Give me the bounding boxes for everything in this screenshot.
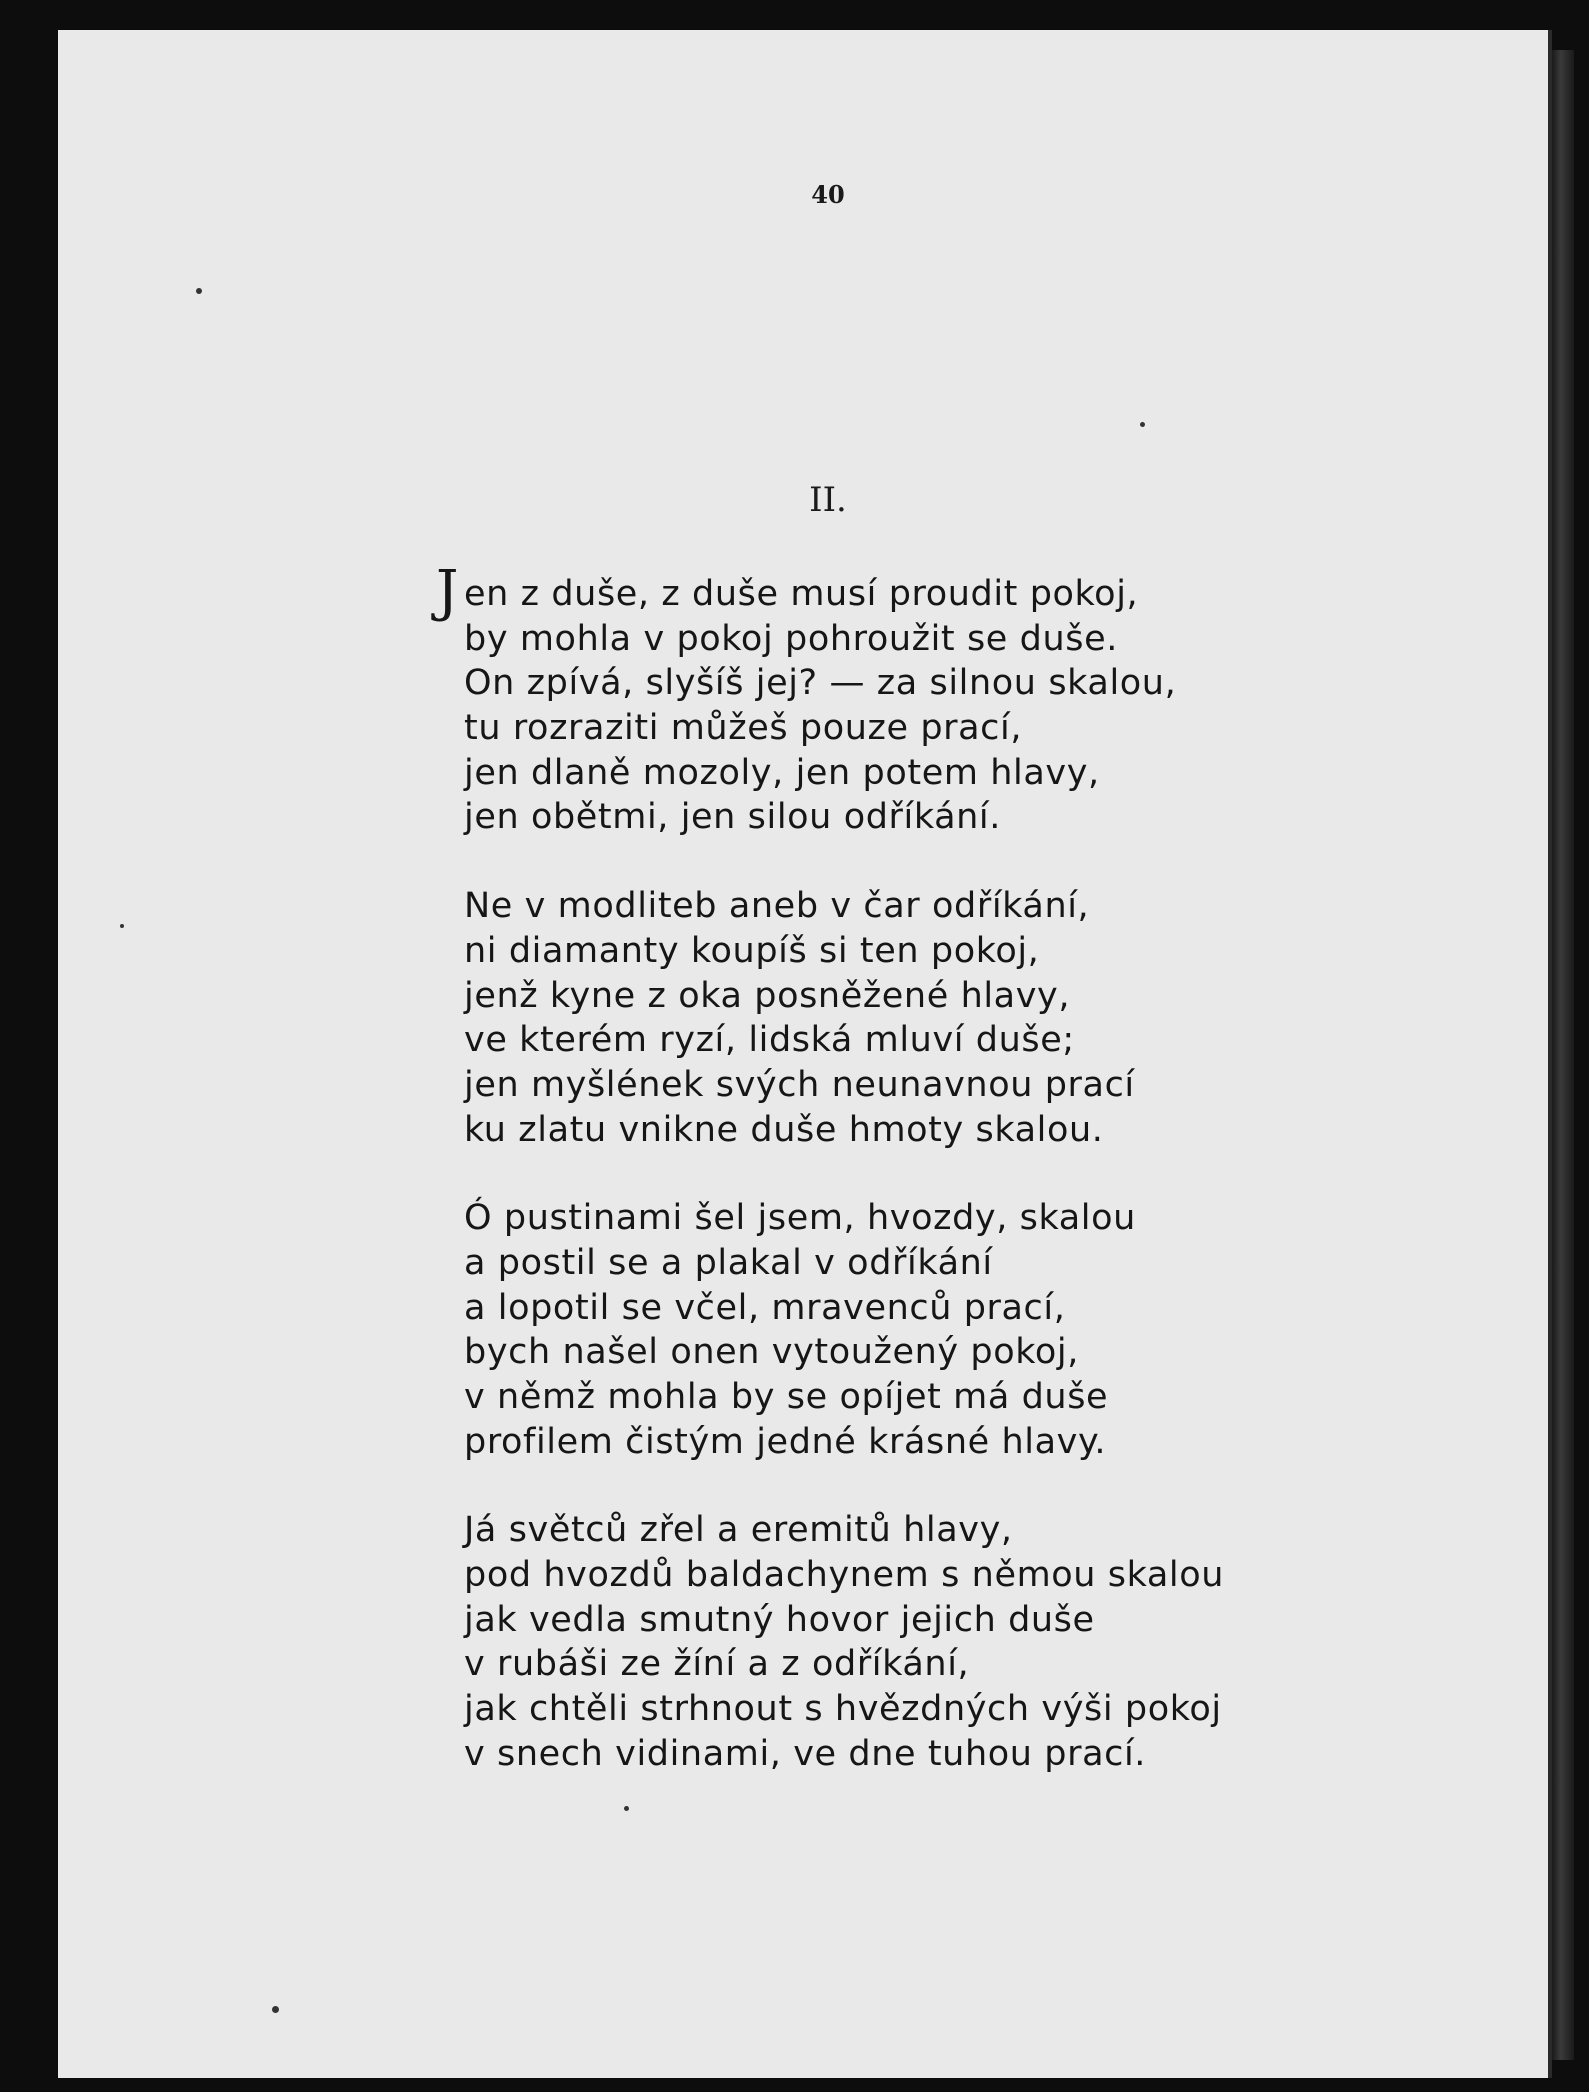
poem-line: jak vedla smutný hovor jejich duše <box>464 1599 1095 1640</box>
stanza-1 <box>436 559 1464 840</box>
poem <box>436 559 1464 1821</box>
stanza-3 <box>464 1196 1464 1464</box>
poem-line: by mohla v pokoj pohroužit se duše. <box>464 618 1118 659</box>
poem-line: Ó pustinami šel jsem, hvozdy, skalou <box>464 1198 1136 1239</box>
poem-line: jen obětmi, jen silou odříkání. <box>464 797 1001 838</box>
poem-line: a postil se a plakal v odříkání <box>464 1242 993 1283</box>
poem-line: ve kterém ryzí, lidská mluví duše; <box>464 1020 1075 1061</box>
poem-line: bych našel onen vytoužený pokoj, <box>464 1332 1079 1373</box>
poem-line: ku zlatu vnikne duše hmoty skalou. <box>464 1109 1104 1150</box>
poem-line: v němž mohla by se opíjet má duše <box>464 1377 1109 1417</box>
scan-speck <box>1140 422 1145 427</box>
poem-line: Já světců zřel a eremitů hlavy, <box>464 1510 1013 1551</box>
poem-line: tu rozraziti můžeš pouze prací, <box>464 708 1023 749</box>
stanza-2 <box>464 884 1464 1152</box>
poem-line: v snech vidinami, ve dne tuhou prací. <box>464 1733 1147 1774</box>
poem-line: jen dlaně mozoly, jen potem hlavy, <box>464 752 1100 793</box>
poem-line: profilem čistým jedné krásné hlavy. <box>464 1421 1107 1462</box>
drop-cap: J <box>436 559 460 624</box>
poem-line: a lopotil se včel, mravenců prací, <box>464 1287 1066 1328</box>
stanza-4 <box>464 1508 1464 1776</box>
poem-line: v rubáši ze žíní a z odříkání, <box>464 1644 970 1685</box>
poem-line: jen myšlének svých neunavnou prací <box>464 1064 1135 1105</box>
page-number: 40 <box>811 180 845 209</box>
poem-line: pod hvozdů baldachynem s němou skalou <box>464 1555 1225 1596</box>
poem-line-text: en z duše, z duše musí proudit pokoj, <box>464 574 1139 614</box>
book-page <box>58 30 1552 2078</box>
scan-speck <box>196 288 202 294</box>
poem-line: On zpívá, slyšíš jej? — za silnou skalou, <box>464 663 1177 704</box>
section-title: II. <box>809 480 847 520</box>
poem-line: Ne v modliteb aneb v čar odříkání, <box>464 886 1090 927</box>
poem-line: jak chtěli strhnout s hvězdných výši pokoj <box>464 1689 1222 1730</box>
scan-speck <box>272 2006 279 2013</box>
poem-line <box>436 559 1464 624</box>
scan-speck <box>120 924 124 928</box>
poem-line: jenž kyne z oka posněžené hlavy, <box>464 975 1071 1016</box>
poem-line: ni diamanty koupíš si ten pokoj, <box>464 930 1040 971</box>
